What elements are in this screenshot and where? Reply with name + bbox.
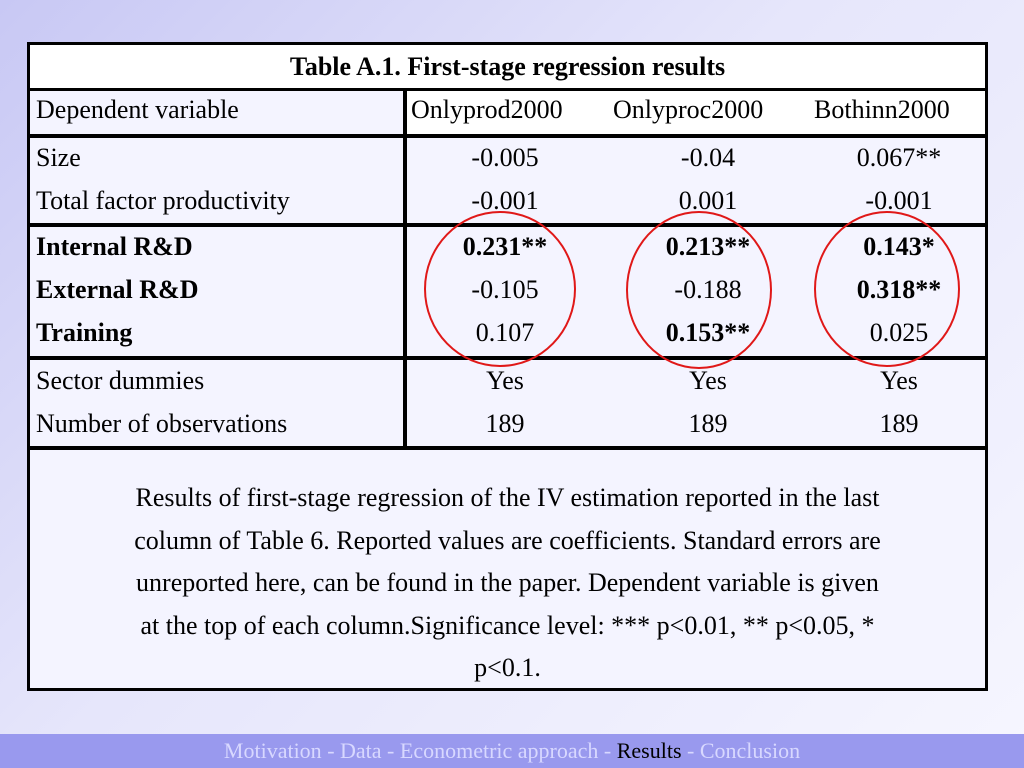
row-label-tfp: Total factor productivity: [36, 186, 290, 215]
footer-separator: -: [381, 738, 400, 763]
cell-internal-rd-bothinn: 0.143*: [863, 232, 935, 261]
table-note: [34, 477, 981, 690]
note-line: column of Table 6. Reported values are coefficients. Standard errors are: [134, 525, 881, 555]
divider-header: [30, 134, 985, 138]
cell-training-onlyprod: 0.107: [475, 318, 535, 347]
cell-obs-bothinn: 189: [879, 409, 919, 438]
cell-training-bothinn: 0.025: [869, 318, 929, 347]
footer-separator: -: [321, 738, 341, 763]
footer-link-results-current[interactable]: Results: [616, 738, 682, 763]
cell-sector-onlyprod: Yes: [486, 366, 524, 395]
row-label-size: Size: [36, 143, 81, 172]
vertical-divider: [403, 90, 407, 450]
column-header-onlyprod: Onlyprod2000: [411, 95, 563, 124]
navigation-footer: [0, 734, 1024, 768]
cell-size-bothinn: 0.067**: [856, 143, 942, 172]
cell-obs-onlyproc: 189: [688, 409, 728, 438]
cell-external-rd-onlyproc: -0.188: [674, 275, 742, 304]
row-label-observations: Number of observations: [36, 409, 288, 438]
cell-sector-bothinn: Yes: [880, 366, 918, 395]
cell-sector-onlyproc: Yes: [689, 366, 727, 395]
cell-tfp-onlyprod: -0.001: [471, 186, 539, 215]
regression-table: [27, 42, 988, 691]
column-header-onlyproc: Onlyproc2000: [613, 95, 764, 124]
note-line: at the top of each column.Significance level: *** p<0.01, ** p<0.05, *: [140, 610, 875, 640]
cell-training-onlyproc: 0.153**: [665, 318, 751, 347]
cell-tfp-onlyproc: 0.001: [678, 186, 738, 215]
row-label-external-rd: External R&D: [36, 275, 199, 304]
column-header-bothinn: Bothinn2000: [814, 95, 950, 124]
footer-link-data[interactable]: Data: [340, 738, 382, 763]
cell-internal-rd-onlyproc: 0.213**: [665, 232, 751, 261]
highlight-circle-onlyproc: [626, 211, 772, 369]
cell-tfp-bothinn: -0.001: [865, 186, 933, 215]
cell-size-onlyproc: -0.04: [680, 143, 736, 172]
note-line: Results of first-stage regression of the IV estimation reported in the last: [135, 483, 880, 512]
note-line: unreported here, can be found in the paper. Dependent variable is given: [136, 568, 879, 597]
row-label-training: Training: [36, 318, 133, 347]
highlight-circle-onlyprod: [424, 211, 576, 367]
cell-external-rd-onlyprod: -0.105: [471, 275, 539, 304]
cell-obs-onlyprod: 189: [485, 409, 525, 438]
header-label: Dependent variable: [36, 95, 239, 124]
cell-external-rd-bothinn: 0.318**: [856, 275, 942, 304]
highlight-circle-bothinn: [814, 211, 960, 367]
row-label-sector-dummies: Sector dummies: [36, 366, 205, 395]
footer-link-econometric-approach[interactable]: Econometric approach: [399, 738, 599, 763]
footer-separator: -: [681, 738, 700, 763]
row-label-internal-rd: Internal R&D: [36, 232, 193, 261]
footer-link-conclusion[interactable]: Conclusion: [699, 738, 801, 763]
table-title: Table A.1. First-stage regression results: [30, 45, 985, 91]
cell-internal-rd-onlyprod: 0.231**: [462, 232, 548, 261]
cell-size-onlyprod: -0.005: [471, 143, 539, 172]
divider-notes: [30, 446, 985, 450]
footer-separator: -: [598, 738, 617, 763]
footer-link-motivation[interactable]: Motivation: [223, 738, 322, 763]
note-line: p<0.1.: [474, 653, 541, 682]
